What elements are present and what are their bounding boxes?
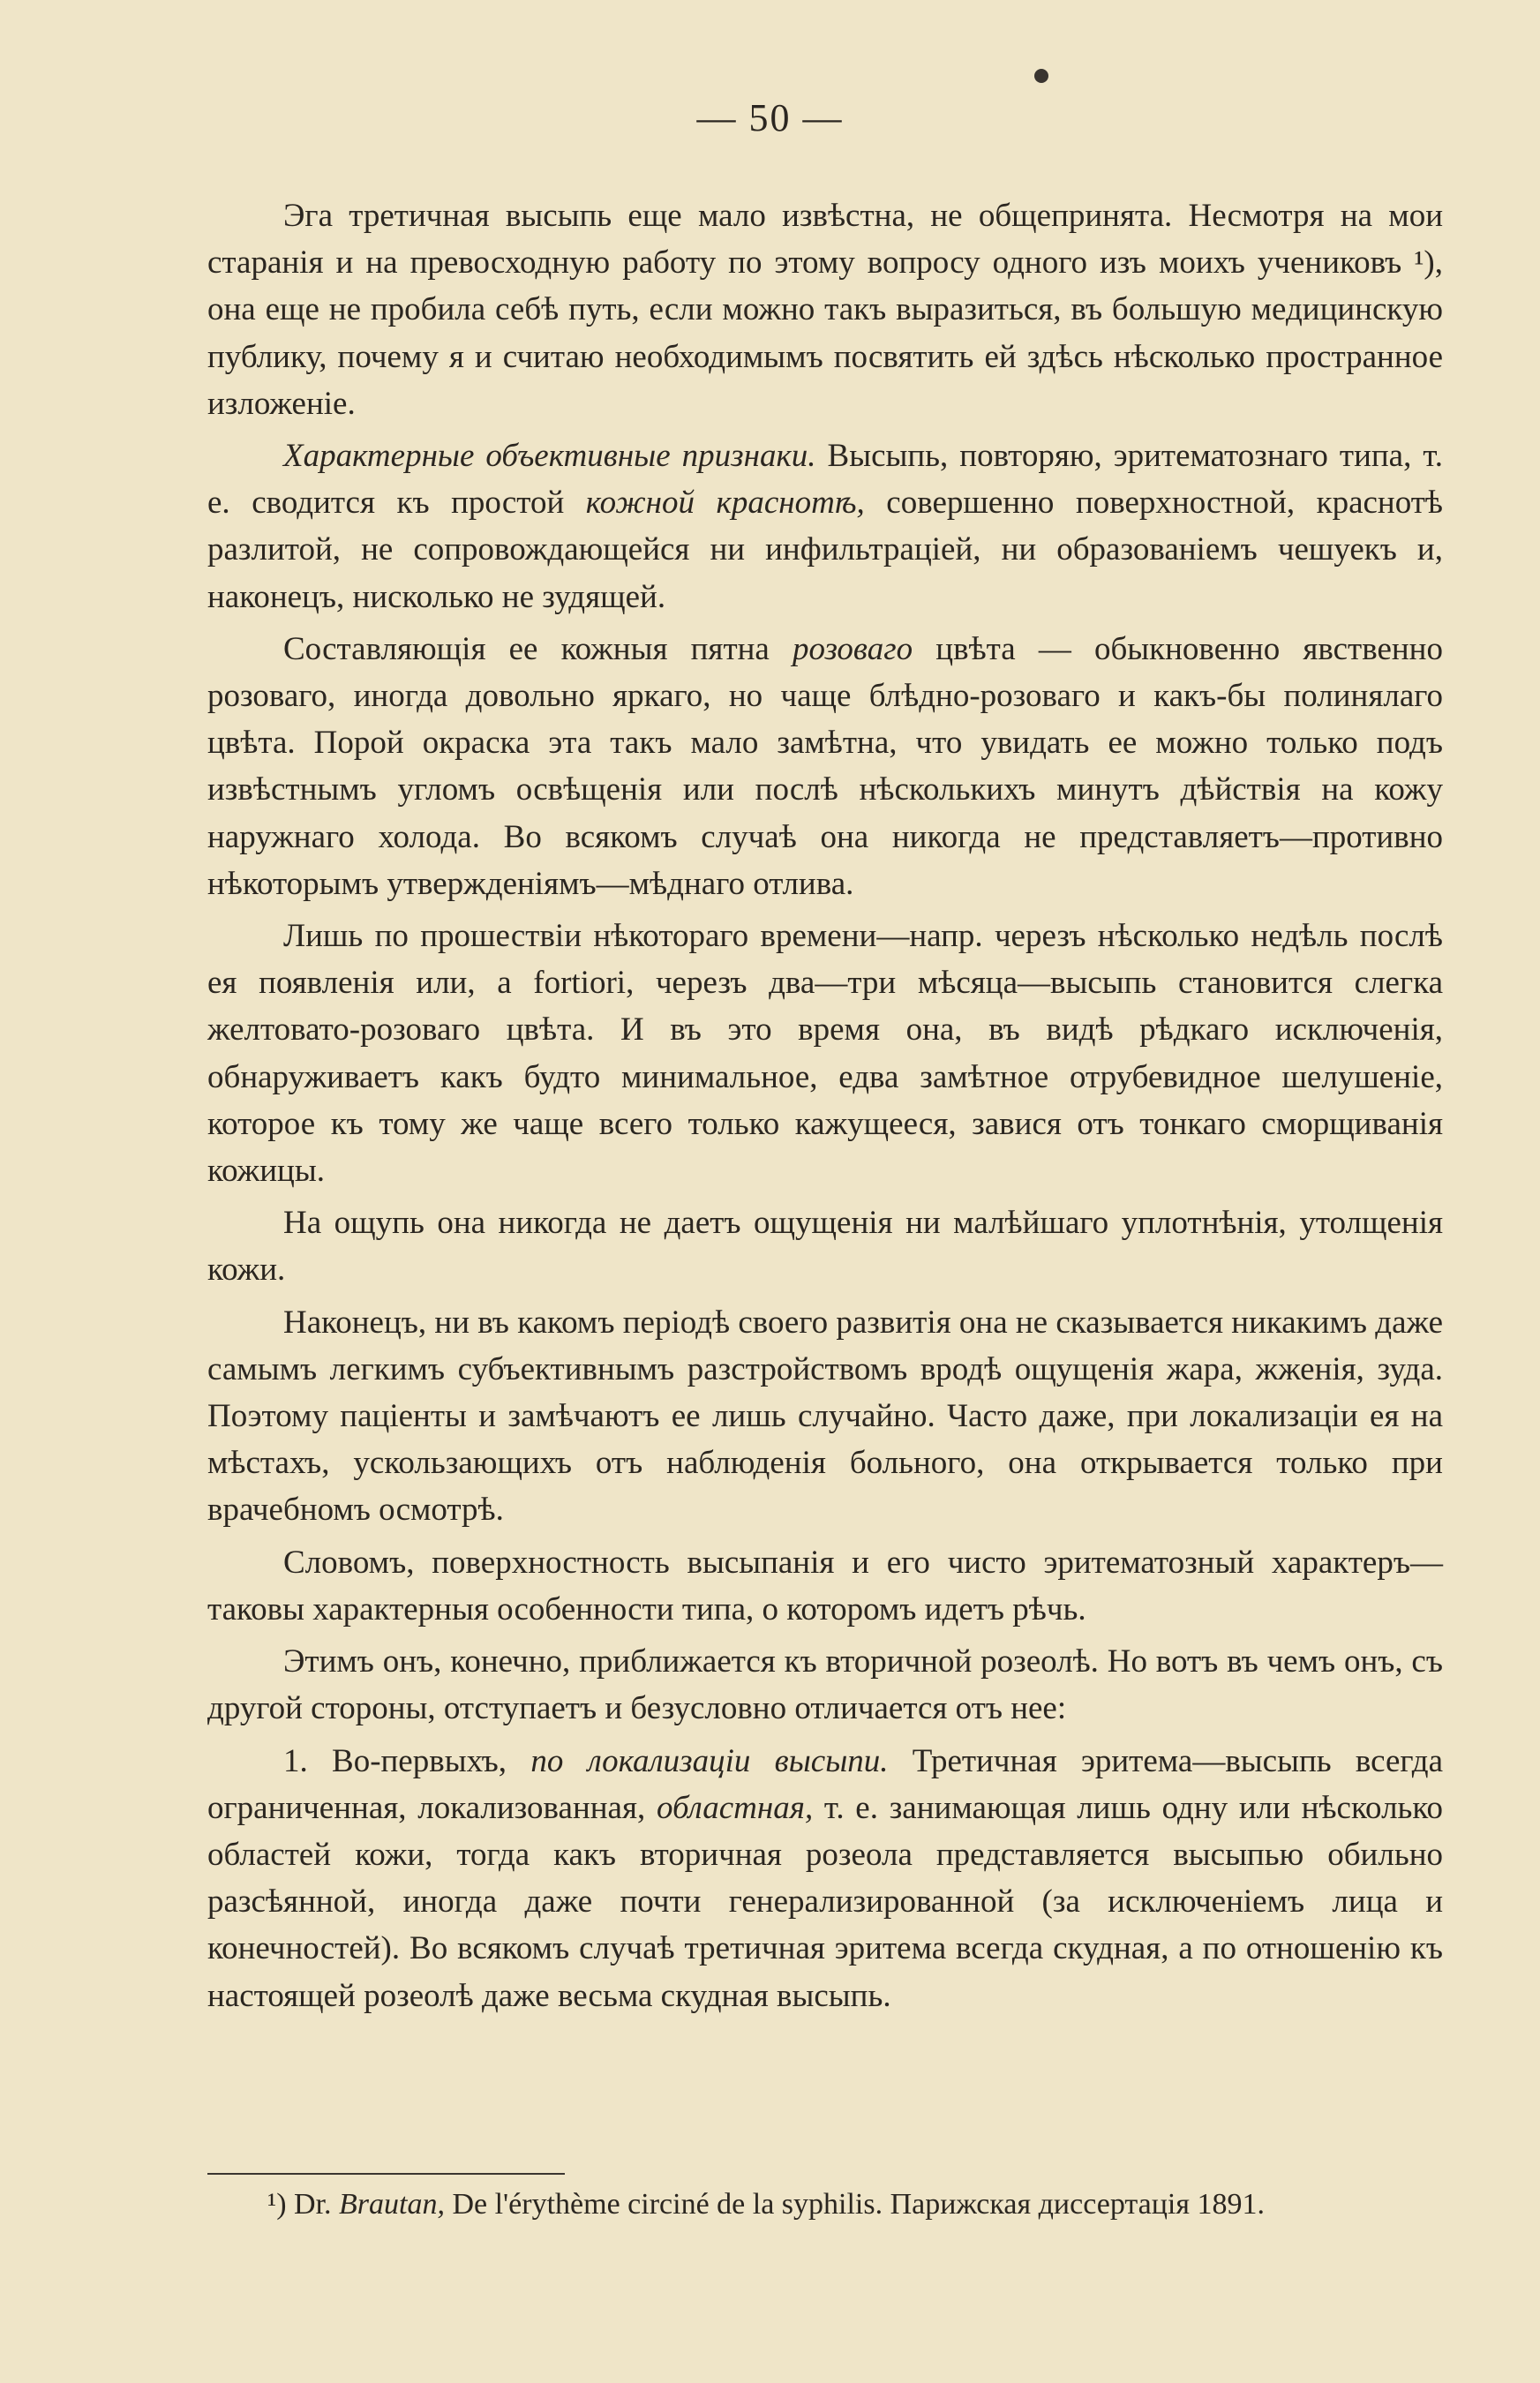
paragraph-8: Этимъ онъ, конечно, приближается къ вторичной розеолѣ. Но вотъ въ чемъ онъ, съ другой стороны, отступаетъ и безусловно отличается отъ нее: [207,1643,1443,1727]
main-text [207,192,1443,2025]
italic-phrase: кожной краснотѣ, [585,485,865,522]
italic-phrase: розоваго [792,630,913,667]
paragraph-4: Лишь по прошествіи нѣкотораго времени—напр. черезъ нѣсколько недѣль послѣ ея появленія или, a fortiori, черезъ два—три мѣсяца—высыпь становится слегка желтовато-розоваго цвѣта. И въ это время она, въ видѣ рѣдкаго исключенія, обнаруживаетъ какъ будто минимальное, едва замѣтное отрубевидное шелушеніе, которое къ тому же чаще всего только кажущееся, завися отъ тонкаго сморщиванія кожицы. [207,918,1443,1190]
text-run: цвѣта — обыкновенно явственно розоваго, иногда довольно яркаго, но чаще блѣдно-розоваго и какъ-бы полинялаго цвѣта. Порой окраска эта такъ мало замѣтна, что увидать ее можно только подъ извѣстнымъ угломъ освѣщенія или послѣ нѣсколькихъ минутъ дѣйствія на кожу наружнаго холода. Во всякомъ случаѣ она никогда не представляетъ—противно нѣкоторымъ утвержденіямъ—мѣднаго отлива. [207,630,1443,902]
page-number: — 50 — [696,96,844,139]
paragraph-1: Эга третичная высыпь еще мало извѣстна, не общепринята. Несмотря на мои старанія и на превосходную работу по этому вопросу одного изъ моихъ учениковъ ¹), она еще не пробила себѣ путь, если можно такъ выразиться, въ большую медицинскую публику, почему я и считаю необходимымъ посвятить ей здѣсь нѣсколько пространное изложеніе. [207,198,1443,422]
text-run: Третичная эритема—высыпь всегда ограниченная, локализованная, [207,1742,1444,1826]
italic-phrase: по локализаціи высыпи. [530,1742,889,1779]
text-run: De l'érythème circiné de la syphilis. Парижская диссертація 1891. [444,2188,1266,2221]
italic-phrase: областная, [656,1789,814,1826]
paragraph-6: Наконецъ, ни въ какомъ періодѣ своего развитія она не сказывается никакимъ даже самымъ легкимъ субъективнымъ разстройствомъ вродѣ ощущенія жара, жженія, зуда. Поэтому паціенты и замѣчаютъ ее лишь случайно. Часто даже, при локализаціи ея на мѣстахъ, ускользающихъ отъ наблюденія больного, она открывается только при врачебномъ осмотрѣ. [207,1304,1443,1529]
text-run: 1. Во-первыхъ, [283,1742,531,1779]
paragraph-9 [207,1738,1443,2019]
paragraph-5: На ощупь она никогда не даетъ ощущенія ни малѣйшаго уплотнѣнія, утолщенія кожи. [207,1205,1443,1289]
footnote-marker: ¹) [267,2188,287,2221]
text-run: Высыпь, повторяю, эритематознаго типа, т. е. сводится къ простой [207,438,1443,522]
text-run: совершенно поверхностной, краснотѣ разлитой, не сопровождающейся ни инфильтраціей, ни образованіемъ чешуекъ и, наконецъ, нисколько не зудящей. [207,485,1443,615]
footnote-author: Brautan, [339,2188,445,2221]
footnote [207,2184,1443,2225]
paragraph-7: Словомъ, поверхностность высыпанія и его чисто эритематозный характеръ—таковы характерныя особенности типа, о которомъ идетъ рѣчь. [207,1544,1443,1628]
text-run: Dr. [286,2188,340,2221]
paragraph-3 [207,626,1443,907]
italic-heading: Характерные объективные признаки. [283,438,816,475]
ink-speck [1034,69,1048,83]
footnote-divider [207,2173,565,2175]
text-run: т. е. занимающая лишь одну или нѣсколько областей кожи, тогда какъ вторичная розеола представляется высыпью обильно разсѣянной, иногда даже почти генерализированной (за исключеніемъ лица и конечностей). Во всякомъ случаѣ третичная эритема всегда скудная, а по отношенію къ настоящей розеолѣ даже весьма скудная высыпь. [207,1789,1444,2014]
paragraph-2 [207,432,1443,620]
text-run: Составляющія ее кожныя пятна [283,630,793,667]
